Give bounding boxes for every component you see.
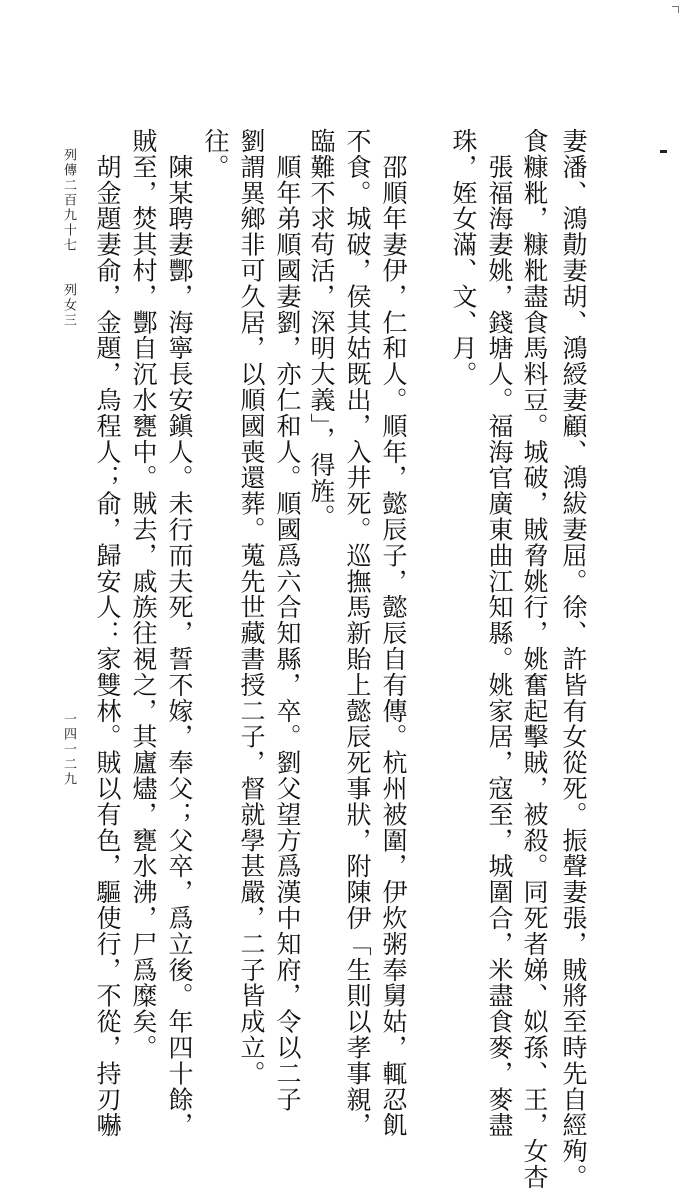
text-column-5: 邵順年妻伊，仁和人。順年，懿辰子，懿辰自有傳。杭州被圍，伊炊粥奉舅姑，輒忍飢 — [379, 128, 408, 1139]
text-column-6: 不食。城破，侯其姑既出，入井死。巡撫馬新貽上懿辰死事狀，附陳伊「生則以孝事親， — [343, 128, 372, 1139]
running-header: 列傳二百九十七 列女三 — [61, 148, 76, 328]
text-column-8: 順年弟順國妻劉，亦仁和人。順國爲六合知縣，卒。劉父望方爲漢中知府，令以二子 — [273, 128, 302, 1113]
text-column-12: 賊至，焚其村，酆自沉水甕中。賊去，戚族往視之，其廬燼，甕水沸，尸爲糜矣。 — [129, 128, 158, 1061]
text-column-2: 食糠粃，糠粃盡食馬料豆。城破，賊脅姚行，姚奮起擊賊，被殺。同死者娣、姒孫、王，女杏 — [520, 128, 549, 1190]
text-column-9: 劉謂異鄉非可久居，以順國喪還葬。蒐先世藏書授二子，督就學甚嚴，二子皆成立。 — [237, 128, 266, 1087]
text-column-7: 臨難不求苟活，深明大義」，得旌。 — [307, 128, 336, 530]
text-column-1: 妻潘、鴻勣妻胡、鴻綬妻顧、鴻紱妻屈。徐、許皆有女從死。振聲妻張，賊將至時先自經殉。 — [559, 128, 588, 1190]
margin-dash-mark — [660, 150, 667, 153]
corner-mark — [672, 6, 679, 13]
text-column-13: 胡金題妻俞，金題，烏程人；俞，歸安人：家雙林。賊以有色，驅使行，不從，持刃嚇 — [93, 128, 122, 1139]
text-column-10: 往。 — [201, 128, 230, 180]
text-column-11: 陳某聘妻酆，海寧長安鎭人。未行而夫死，誓不嫁，奉父；父卒，爲立後。年四十餘， — [165, 128, 194, 1139]
text-column-3: 張福海妻姚，錢塘人。福海官廣東曲江知縣。姚家居，寇至，城圍合，米盡食麥，麥盡 — [485, 128, 514, 1139]
page-number: 一四一二九 — [61, 712, 76, 787]
text-column-4: 珠，姪女滿、文、月。 — [449, 128, 478, 387]
